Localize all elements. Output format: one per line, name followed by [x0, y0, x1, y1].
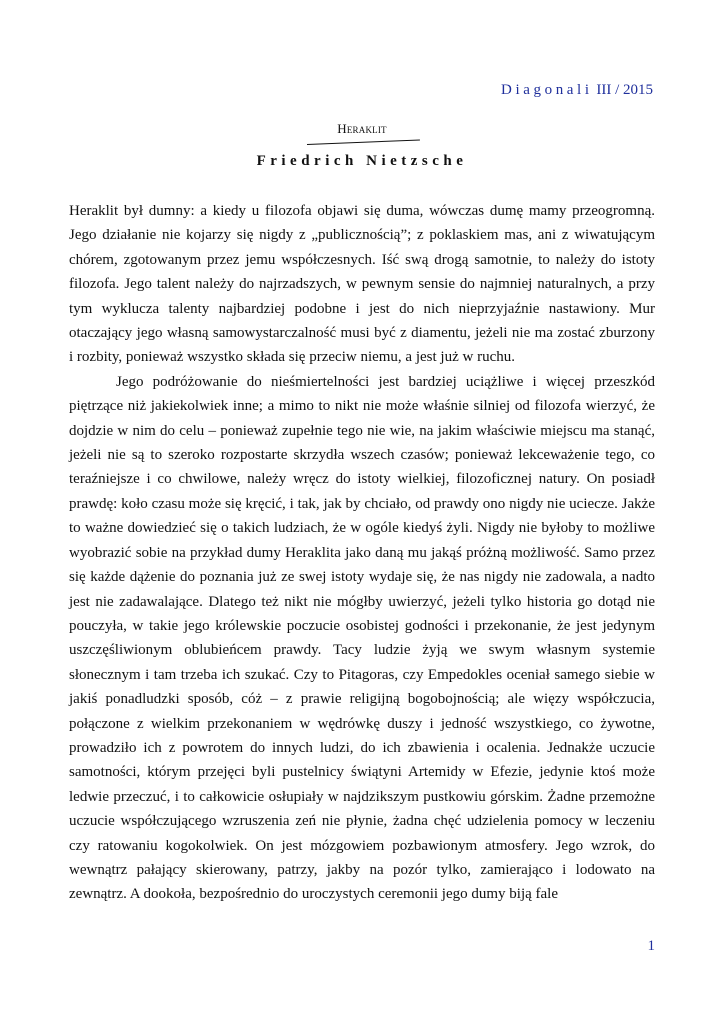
journal-name: Diagonali — [501, 82, 593, 98]
journal-issue: III / 2015 — [592, 82, 653, 98]
title-divider — [307, 139, 420, 145]
article-title: Heraklit — [337, 121, 387, 136]
journal-header — [501, 82, 653, 99]
article-body — [69, 199, 655, 907]
paragraph: Jego podróżowanie do nieśmiertelności jest bardziej uciążliwe i więcej przeszkód piętrzące niż jakiekolwiek inne; a mimo to nikt nie może właśnie silniej od filozofa wierzyć, że dojdzie w nim do celu – ponieważ zupełnie tego nie wie, na jakim właściwie miejscu ma stanąć, jeżeli nie są to szeroko rozpostarte skrzydła wszech czasów; ponieważ lekceważenie tego, co teraźniejsze i co chwilowe, należy wręcz do istoty wielkiej, filozoficznej natury. On posiadł prawdę: koło czasu może się kręcić, i tak, jak by chciało, od prawdy ono nigdy nie uciecze. Jakże to ważne dowiedzieć się o takich ludziach, że w ogóle kiedyś żyli. Nigdy nie byłoby to możliwe wyobrazić sobie na przykład dumy Heraklita jako daną mu jakąś próżną możliwość. Samo przez się każde dążenie do poznania już ze swej istoty wydaje się, że nas nigdy nie zadowala, a nadto jest nie zadawalające. Dlatego też nikt nie mógłby uwierzyć, jeżeli tylko historia go dotąd nie pouczyła, w takie jego królewskie poczucie osobistej godności i przekonanie, że jest jedynym uszczęśliwionym oblubieńcem prawdy. Tacy ludzie żyją we swym własnym systemie słonecznym i tam trzeba ich szukać. Czy to Pitagoras, czy Empedokles oceniał samego siebie w jakiś ponadludzki sposób, cóż – z prawie religijną bogobojnością; ale więzy współczucia, połączone z wielkim przekonaniem w wędrówkę duszy i jedność wszystkiego, co żywotne, prowadziło ich z powrotem do innych ludzi, do ich zbawienia i ocalenia. Jednakże uczucie samotności, którym przejęci byli pustelnicy świątyni Artemidy w Efezie, jedynie ktoś może ledwie przeczuć, i to całkowicie osłupiały w najdzikszym pustkowiu górskim. Żadne przemożne uczucie współczującego wzruszenia zeń nie płynie, żadna chęć udzielenia pomocy w leczeniu czy ratowaniu kogokolwiek. On jest mózgowiem pozbawionym atmosfery. Jego wzrok, do wewnątrz pałający skierowany, patrzy, jakby na pozór tylko, zamierająco i lodowato na zewnątrz. A dookoła, bezpośrednio do uroczystych ceremonii jego dumy biją fale — [69, 373, 655, 903]
paragraph: Heraklit był dumny: a kiedy u filozofa objawi się duma, wówczas dumę mamy przeogromną. Jego działanie nie kojarzy się nigdy z „publicznością”; z poklaskiem mas, ani z wiwatującym chórem, zgotowanym przez jemu współczesnych. Iść swą drogą samotnie, to należy do istoty filozofa. Jego talent należy do najrzadszych, w pewnym sensie do najmniej naturalnych, a przy tym wyklucza talenty najbardziej podobne i jest do nich nieprzyjaźnie nastawiony. Mur otaczający jego własną samowystarczalność musi być z diamentu, jeżeli nie ma zostać zburzony i rozbity, ponieważ wszystko składa się przeciw niemu, a jest już w ruchu. — [69, 203, 655, 366]
page-number: 1 — [647, 938, 655, 954]
author-name: Friedrich Nietzsche — [256, 153, 468, 169]
